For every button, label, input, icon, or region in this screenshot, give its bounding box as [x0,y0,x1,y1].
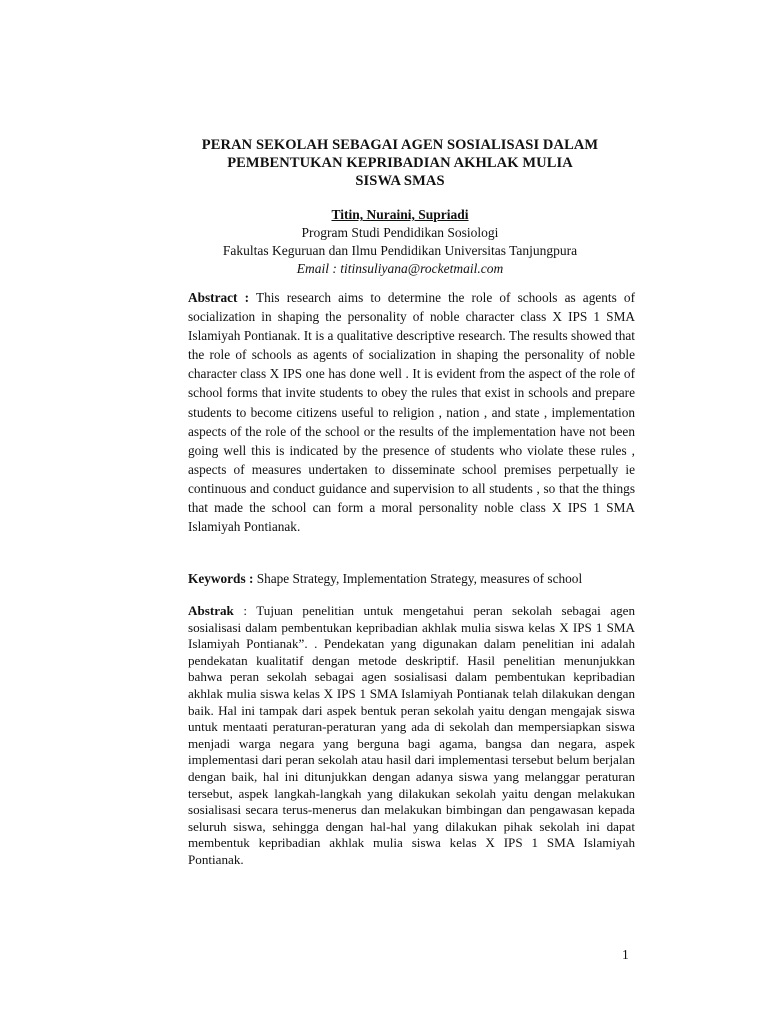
author-block [150,206,650,278]
abstract-english [188,288,635,536]
abstrak-label: Abstrak [188,603,234,618]
keywords [188,569,635,588]
paper-title [150,136,650,190]
study-program: Program Studi Pendidikan Sosiologi [301,225,499,240]
title-line-3: SISWA SMAS [355,173,445,189]
author-names: Titin, Nuraini, Supriadi [331,207,469,222]
abstract-indonesian [188,603,635,869]
author-email: Email : titinsuliyana@rocketmail.com [296,261,504,276]
title-line-1: PERAN SEKOLAH SEBAGAI AGEN SOSIALISASI DALAM [201,137,599,153]
keywords-text: Shape Strategy, Implementation Strategy, measures of school [256,571,583,586]
page-number: 1 [622,947,629,962]
abstrak-text: : Tujuan penelitian untuk mengetahui peran sekolah sebagai agen sosialisasi dalam pembentukan kepribadian akhlak mulia siswa kelas X IPS 1 SMA Islamiyah Pontianak”. . Pendekatan yang digunakan dalam penelitian ini adalah pendekatan kualitatif dengan metode deskriptif. Hasil penelitian menunjukkan bahwa peran sekolah sebagai agen sosialisasi dalam pembentukan kepribadian akhlak mulia siswa kelas X IPS 1 SMA Islamiyah Pontianak telah dilakukan dengan baik. Hal ini tampak dari aspek bentuk peran sekolah yaitu dengan mengajak siswa untuk mentaati peraturan-peraturan yang ada di sekolah dan mempersiapkan siswa menjadi warga negara yang berguna bagi agama, bangsa dan negara, aspek implementasi dari peran sekolah atau hasil dari implementasi tersebut belum berjalan dengan baik, hal ini ditunjukkan dengan adanya siswa yang melanggar peraturan tersebut, aspek langkah-langkah yang dilakukan sekolah yaitu dengan melakukan sosialisasi secara terus-menerus dan melakukan bimbingan dan pengawasan kepada seluruh siswa, sehingga dengan hal-hal yang dilakukan pihak sekolah ini dapat membentuk kepribadian akhlak mulia siswa kelas X IPS 1 SMA Islamiyah Pontianak. [188,603,635,867]
abstract-text: This research aims to determine the role of schools as agents of socialization in shaping the personality of noble character class X IPS 1 SMA Islamiyah Pontianak. It is a qualitative descriptive research. The results showed that the role of schools as agents of socialization in shaping the personality of noble character class X IPS one has done well . It is evident from the aspect of the role of school forms that invite students to obey the rules that exist in schools and prepare students to become citizens useful to religion , nation , and state , implementation aspects of the role of the school or the results of the implementation have not been going well this is indicated by the presence of students who violate these rules , aspects of measures undertaken to disseminate school premises perpetually ie continuous and conduct guidance and supervision to all students , so that the things that made the school can form a moral personality noble class X IPS 1 SMA Islamiyah Pontianak. [188,290,635,535]
keywords-label: Keywords : [188,571,254,586]
abstract-label: Abstract : [188,290,250,305]
title-line-2: PEMBENTUKAN KEPRIBADIAN AKHLAK MULIA [227,155,573,171]
faculty-affiliation: Fakultas Keguruan dan Ilmu Pendidikan Universitas Tanjungpura [222,243,578,258]
